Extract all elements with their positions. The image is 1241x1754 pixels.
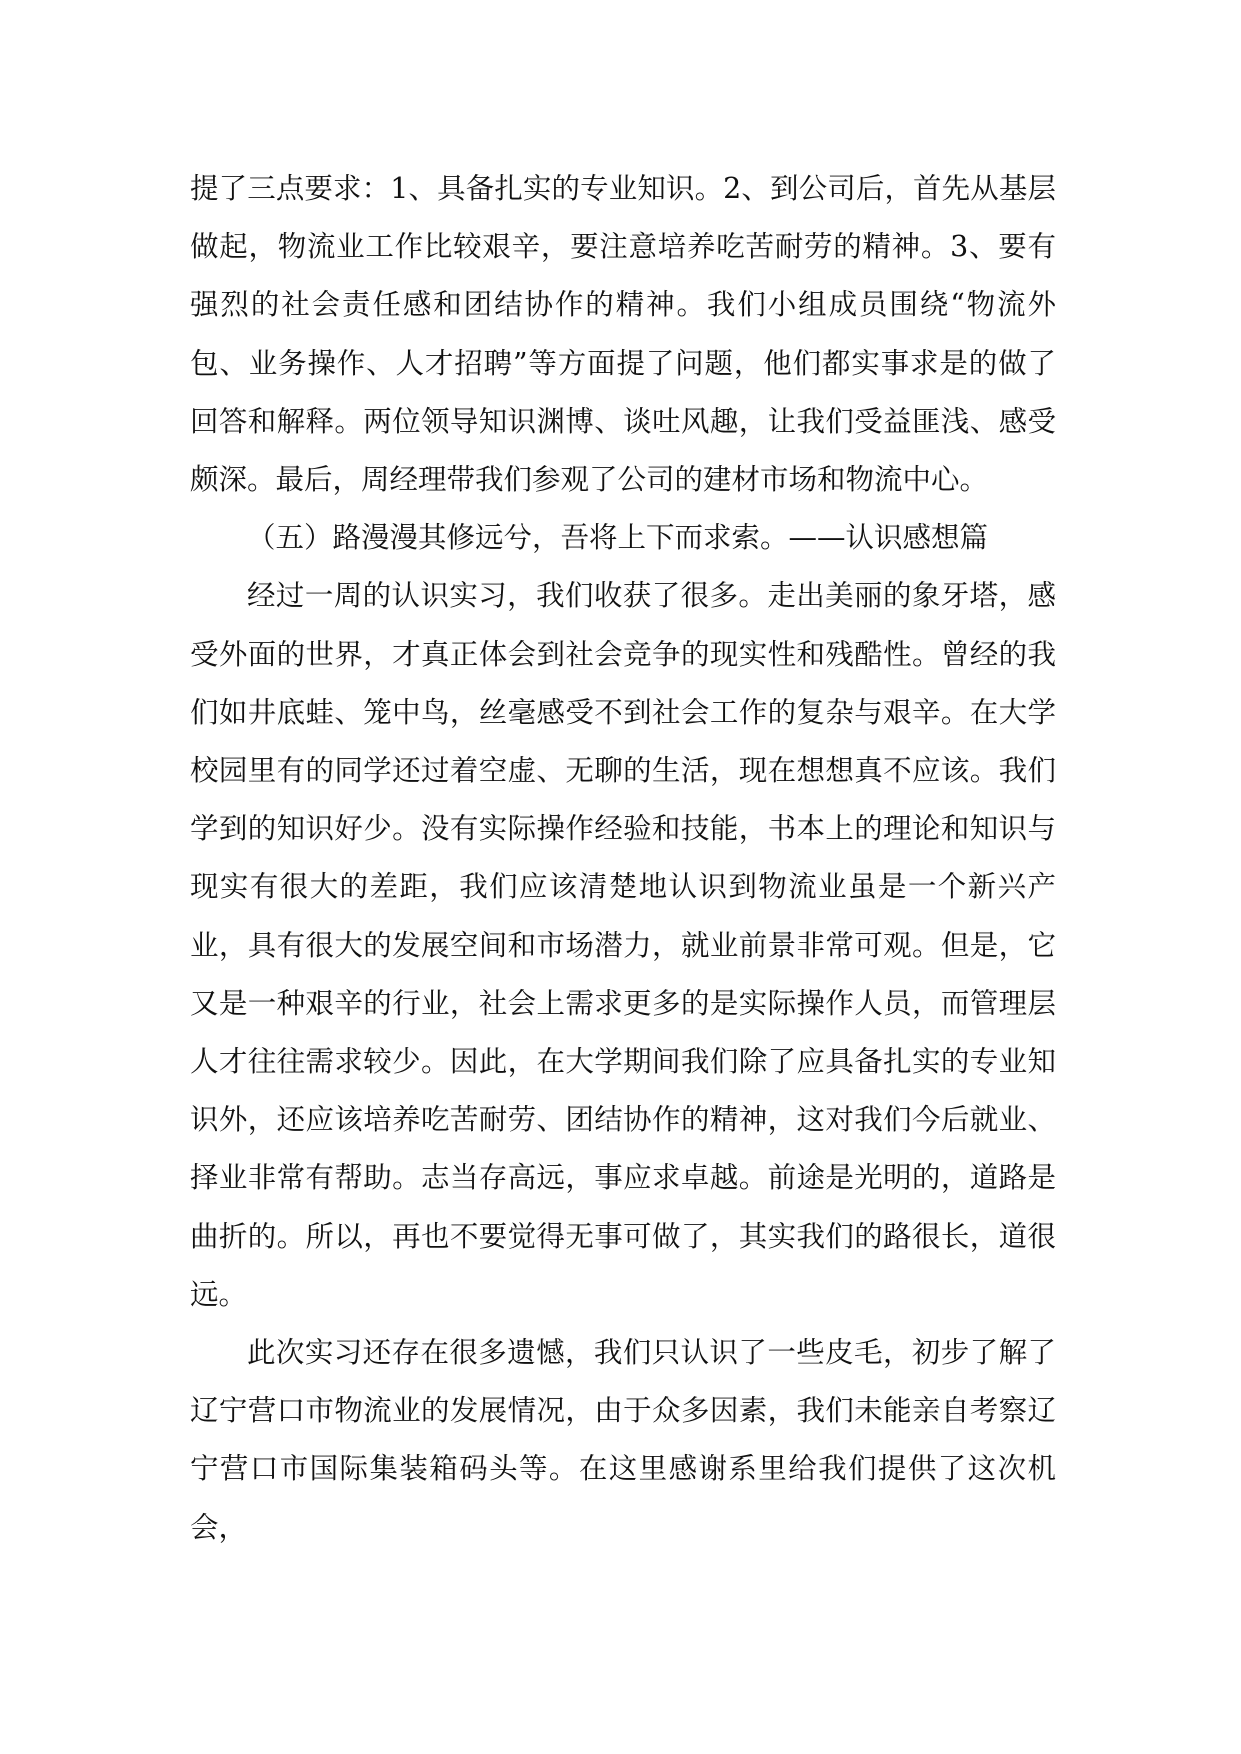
section-heading-reflections: （五）路漫漫其修远兮，吾将上下而求索。——认识感想篇 — [247, 521, 989, 555]
paragraph-reflections: 经过一周的认识实习，我们收获了很多。走出美丽的象牙塔，感受外面的世界，才真正体会到社会竞争的现实性和残酷性。曾经的我们如井底蛙、笼中鸟，丝毫感受不到社会工作的复杂与艰辛。在大学校园里有的同学还过着空虚、无聊的生活，现在想想真不应该。我们学到的知识好少。没有实际操作经验和技能，书本上的理论和知识与现实有很大的差距，我们应该清楚地认识到物流业虽是一个新兴产业，具有很大的发展空间和市场潜力，就业前景非常可观。但是，它又是一种艰辛的行业，社会上需求更多的是实际操作人员，而管理层人才往往需求较少。因此，在大学期间我们除了应具备扎实的专业知识外，还应该培养吃苦耐劳、团结协作的精神，这对我们今后就业、择业非常有帮助。志当存高远，事应求卓越。前途是光明的，道路是曲折的。所以，再也不要觉得无事可做了，其实我们的路很长，道很远。 — [190, 579, 1056, 1311]
paragraph-regrets: 此次实习还存在很多遗憾，我们只认识了一些皮毛，初步了解了辽宁营口市物流业的发展情况，由于众多因素，我们未能亲自考察辽宁营口市国际集装箱码头等。在这里感谢系里给我们提供了这次机会， — [190, 1336, 1056, 1544]
paragraph-requirements: 提了三点要求：1、具备扎实的专业知识。2、到公司后，首先从基层做起，物流业工作比较艰辛，要注意培养吃苦耐劳的精神。3、要有强烈的社会责任感和团结协作的精神。我们小组成员围绕“物流外包、业务操作、人才招聘”等方面提了问题，他们都实事求是的做了回答和解释。两位领导知识渊博、谈吐风趣，让我们受益匪浅、感受颇深。最后，周经理带我们参观了公司的建材市场和物流中心。 — [190, 172, 1056, 497]
document-body — [190, 160, 1056, 1557]
